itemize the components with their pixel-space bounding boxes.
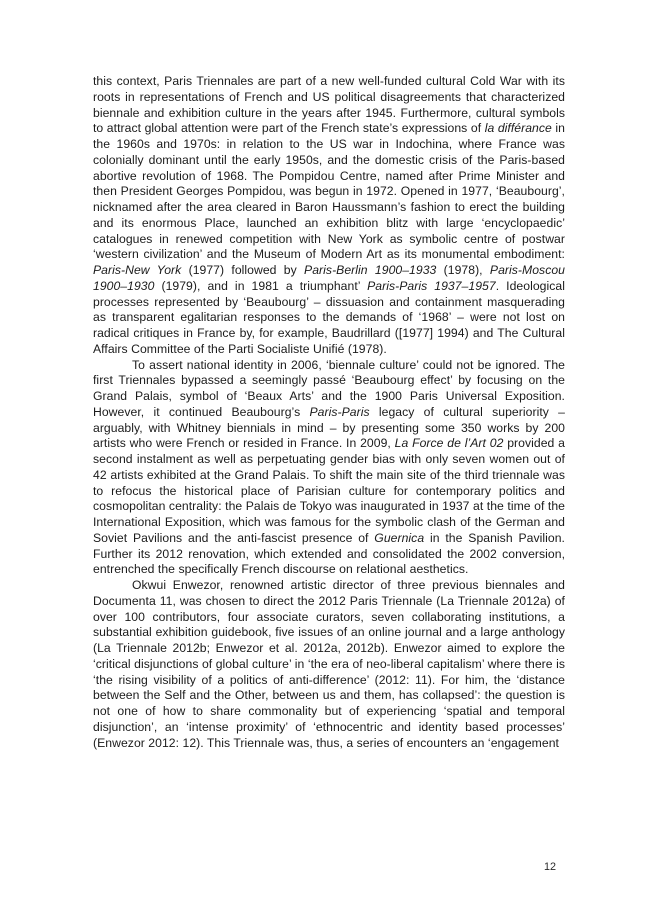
text-run: in the 1960s and 1970s: in relation to the US war in Indochina, where France was colonially dominant until the early 1950s, and the domestic crisis of the Paris-based abortive revolution of 1968. The Pompidou Centre, named after Prime Minister and then President Georges Pompidou, was begun in 1972. Opened in 1977, ‘Beaubourg’, nicknamed after the area cleared in Baron Haussmann’s fashion to erect the building and its enormous Place, launched an exhibition blitz with large ‘encyclopaedic’ catalogues in renewed competition with New York as symbolic centre of postwar ‘western civilization’ and the Museum of Modern Art as its monumental embodiment: [93,121,565,262]
italic-text-run: Paris-Moscou 1900–1930 [93,263,566,293]
text-run: (1979), and in 1981 a triumphant’ [154,278,368,293]
text-run: in the Spanish Pavilion. Further its 2012 renovation, which extended and consolidated the 2002 conversion, entrenched the specifically French discourse on relational aesthetics. [93,530,565,577]
page-text [93,74,565,751]
italic-text-run: la différance [484,121,552,136]
text-run: Okwui Enwezor, renowned artistic director of three previous biennales and Documenta 11, was chosen to direct the 2012 Paris Triennale (La Triennale 2012a) of over 100 contributors, four associate curators, seven collaborating institutions, a substantial exhibition guidebook, five issues of an online journal and a large anthology (La Triennale 2012b; Enwezor et al. 2012a, 2012b). Enwezor aimed to explore the ‘critical disjunctions of global culture’ in ‘the era of neo-liberal capitalism’ where there is ‘the rising visibility of a politics of anti-difference’ (2012: 11). For him, the ‘distance between the Self and the Other, between us and them, has collapsed’: the question is not one of how to share commonality but of experiencing ‘spatial and temporal disjunction’, an ‘intense proximity’ of ‘ethnocentric and identity based processes’ (Enwezor 2012: 12). This Triennale was, thus, a series of encounters an ‘engagement [93,578,565,750]
text-run: (1978), [436,263,490,277]
text-run: provided a second instalment as well as perpetuating gender bias with only seven women out of 42 artists exhibited at the Grand Palais. To shift the main site of the third triennale was to refocus the historical place of Parisian culture for contemporary politics and cosmopolitan centrality: the Palais de Tokyo was inaugurated in 1937 at the time of the International Exposition, which was famous for the symbolic clash of the German and Soviet Pavilions and the anti-fascist presence of [93,436,565,545]
italic-text-run: Paris-New York [93,263,182,277]
text-run: . Ideological processes represented by ‘Beaubourg’ – dissuasion and containment masquerading as transparent egalitarian responses to the demands of ‘1968’ – were not lost on radical critiques in France by, for example, Baudrillard ([1977] 1994) and The Cultural Affairs Committee of the Parti Socialiste Unifié (1978). [93,278,565,356]
page-number: 12 [543,861,556,873]
paragraph [93,74,565,358]
italic-text-run: Guernica [374,530,425,545]
paragraph [93,578,565,751]
text-run: legacy of cultural superiority – arguably, with Whitney biennials in mind – by presenting some 350 works by 200 artists who were French or resided in France. In 2009, [93,404,565,451]
italic-text-run: Paris-Paris [309,404,370,419]
text-run: (1977) followed by [181,263,305,277]
paragraph [93,358,565,579]
italic-text-run: Paris-Berlin 1900–1933 [304,263,437,277]
italic-text-run: Paris-Paris 1937–1957 [367,278,496,293]
text-run: this context, Paris Triennales are part of a new well-funded cultural Cold War with its roots in representations of French and US political disagreements that characterized biennale and exhibition culture in the years after 1945. Furthermore, cultural symbols to attract global attention were part of the French state’s expressions of [93,74,565,136]
italic-text-run: La Force de l’Art 02 [394,436,504,451]
text-run: To assert national identity in 2006, ‘biennale culture’ could not be ignored. The first Triennales bypassed a seemingly passé ‘Beaubourg effect’ by focusing on the Grand Palais, symbol of ‘Beaux Arts’ and the 1900 Paris Universal Exposition. However, it continued Beaubourg’s [93,357,565,419]
